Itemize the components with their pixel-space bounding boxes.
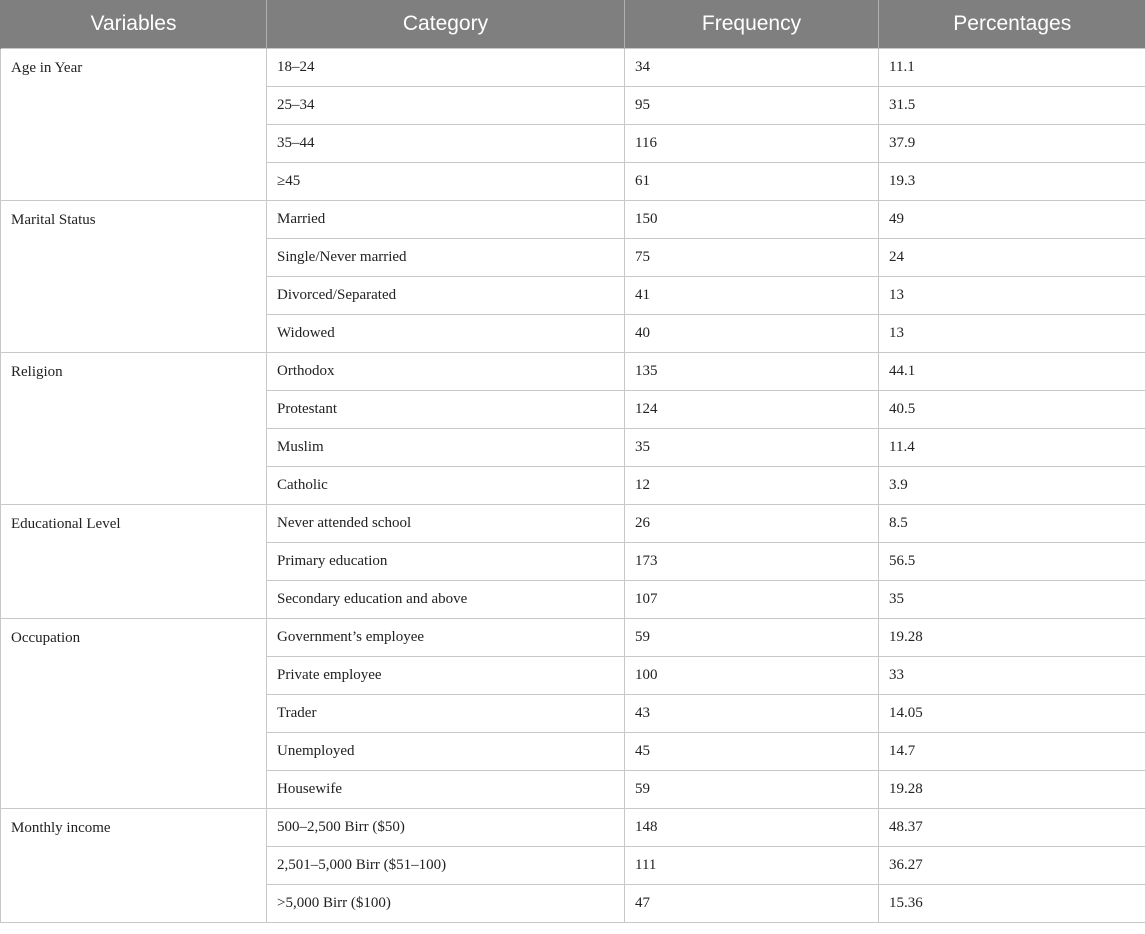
- frequency-cell: 34: [625, 49, 879, 87]
- frequency-cell: 43: [625, 695, 879, 733]
- frequency-cell: 100: [625, 657, 879, 695]
- percentage-cell: 49: [879, 201, 1145, 239]
- percentage-cell: 11.1: [879, 49, 1145, 87]
- frequency-cell: 75: [625, 239, 879, 277]
- frequency-cell: 41: [625, 277, 879, 315]
- category-cell: Muslim: [267, 429, 625, 467]
- category-cell: Single/Never married: [267, 239, 625, 277]
- percentage-cell: 14.05: [879, 695, 1145, 733]
- frequency-cell: 107: [625, 581, 879, 619]
- percentage-cell: 36.27: [879, 847, 1145, 885]
- category-cell: Private employee: [267, 657, 625, 695]
- category-cell: 35–44: [267, 125, 625, 163]
- category-cell: Trader: [267, 695, 625, 733]
- percentage-cell: 13: [879, 277, 1145, 315]
- variable-cell: Educational Level: [1, 505, 267, 619]
- frequency-cell: 135: [625, 353, 879, 391]
- percentage-cell: 8.5: [879, 505, 1145, 543]
- frequency-cell: 40: [625, 315, 879, 353]
- variable-cell: Occupation: [1, 619, 267, 809]
- header-variables: Variables: [1, 0, 267, 49]
- percentage-cell: 13: [879, 315, 1145, 353]
- table-row: [1, 505, 1145, 543]
- frequency-cell: 95: [625, 87, 879, 125]
- percentage-cell: 35: [879, 581, 1145, 619]
- category-cell: 18–24: [267, 49, 625, 87]
- frequency-cell: 12: [625, 467, 879, 505]
- category-cell: Orthodox: [267, 353, 625, 391]
- table-row: [1, 353, 1145, 391]
- frequency-cell: 35: [625, 429, 879, 467]
- category-cell: Primary education: [267, 543, 625, 581]
- percentage-cell: 19.28: [879, 771, 1145, 809]
- frequency-cell: 173: [625, 543, 879, 581]
- category-cell: Widowed: [267, 315, 625, 353]
- percentage-cell: 40.5: [879, 391, 1145, 429]
- frequency-cell: 47: [625, 885, 879, 923]
- variable-cell: Age in Year: [1, 49, 267, 201]
- percentage-cell: 33: [879, 657, 1145, 695]
- frequency-cell: 59: [625, 771, 879, 809]
- table-row: [1, 809, 1145, 847]
- percentage-cell: 19.28: [879, 619, 1145, 657]
- category-cell: 2,501–5,000 Birr ($51–100): [267, 847, 625, 885]
- header-row: [1, 0, 1145, 49]
- frequency-cell: 59: [625, 619, 879, 657]
- category-cell: >5,000 Birr ($100): [267, 885, 625, 923]
- percentage-cell: 24: [879, 239, 1145, 277]
- header-frequency: Frequency: [625, 0, 879, 49]
- category-cell: ≥45: [267, 163, 625, 201]
- header-category: Category: [267, 0, 625, 49]
- category-cell: 25–34: [267, 87, 625, 125]
- table-row: [1, 201, 1145, 239]
- table-header: [1, 0, 1145, 49]
- frequency-cell: 116: [625, 125, 879, 163]
- frequency-cell: 124: [625, 391, 879, 429]
- percentage-cell: 56.5: [879, 543, 1145, 581]
- percentage-cell: 44.1: [879, 353, 1145, 391]
- percentage-cell: 15.36: [879, 885, 1145, 923]
- table-row: [1, 619, 1145, 657]
- category-cell: Married: [267, 201, 625, 239]
- category-cell: Catholic: [267, 467, 625, 505]
- table-row: [1, 49, 1145, 87]
- category-cell: Secondary education and above: [267, 581, 625, 619]
- percentage-cell: 3.9: [879, 467, 1145, 505]
- variable-cell: Monthly income: [1, 809, 267, 923]
- percentage-cell: 48.37: [879, 809, 1145, 847]
- category-cell: Protestant: [267, 391, 625, 429]
- header-percentages: Percentages: [879, 0, 1145, 49]
- percentage-cell: 14.7: [879, 733, 1145, 771]
- frequency-cell: 26: [625, 505, 879, 543]
- variable-cell: Marital Status: [1, 201, 267, 353]
- category-cell: Unemployed: [267, 733, 625, 771]
- frequency-cell: 148: [625, 809, 879, 847]
- category-cell: 500–2,500 Birr ($50): [267, 809, 625, 847]
- percentage-cell: 11.4: [879, 429, 1145, 467]
- variable-cell: Religion: [1, 353, 267, 505]
- percentage-cell: 19.3: [879, 163, 1145, 201]
- frequency-cell: 61: [625, 163, 879, 201]
- category-cell: Housewife: [267, 771, 625, 809]
- frequency-cell: 45: [625, 733, 879, 771]
- frequency-cell: 111: [625, 847, 879, 885]
- category-cell: Never attended school: [267, 505, 625, 543]
- percentage-cell: 31.5: [879, 87, 1145, 125]
- category-cell: Government’s employee: [267, 619, 625, 657]
- frequency-cell: 150: [625, 201, 879, 239]
- category-cell: Divorced/Separated: [267, 277, 625, 315]
- table-body: [1, 49, 1145, 923]
- percentage-cell: 37.9: [879, 125, 1145, 163]
